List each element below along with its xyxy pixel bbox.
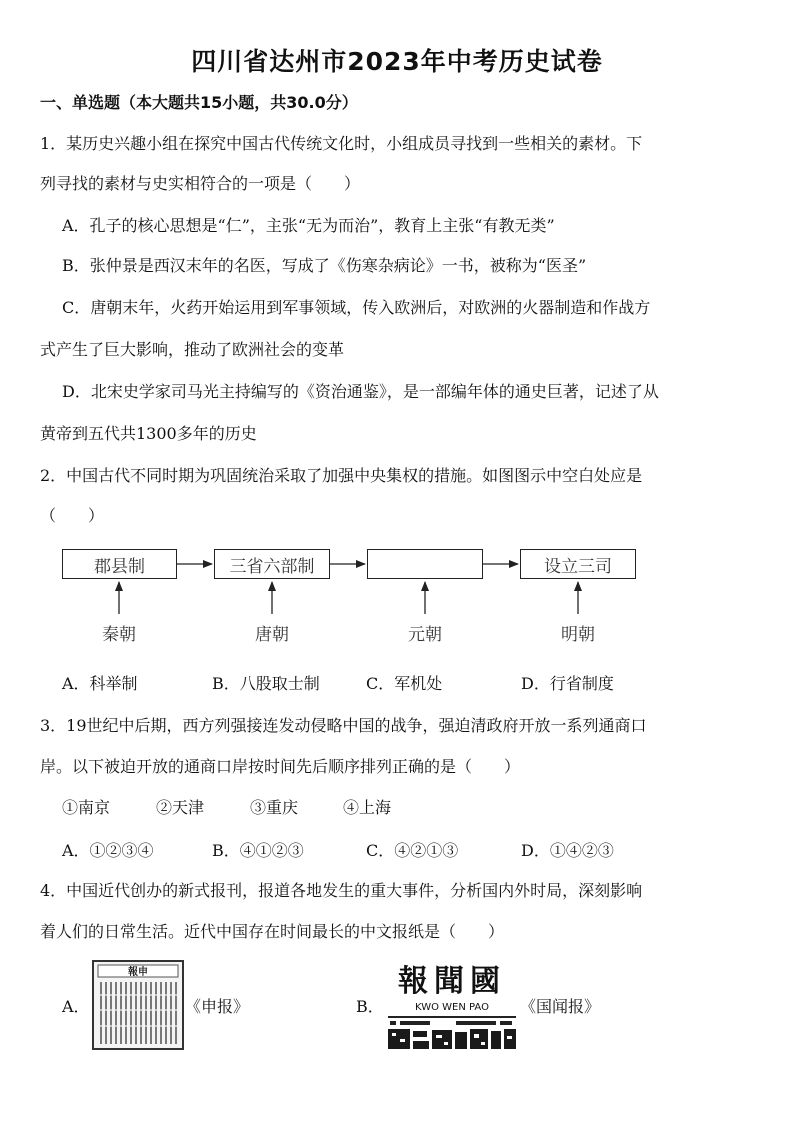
- q1-option-a: A．孔子的核心思想是“仁”，主张“无为而治”，教育上主张“有教无类”: [62, 216, 555, 235]
- era-label-tang: 唐朝: [255, 625, 289, 645]
- q3-item-2: ②天津: [156, 798, 205, 817]
- q4-option-b-letter: B．: [356, 997, 384, 1016]
- q4-option-a-caption: 《申报》: [185, 997, 250, 1016]
- q3-item-3: ③重庆: [250, 798, 299, 817]
- q4-stem-line1: 4．中国近代创办的新式报刊，报道各地发生的重大事件，分析国内外时局，深刻影响: [40, 881, 643, 900]
- q3-option-a: A．①②③④: [62, 841, 154, 860]
- q1-option-d-line1: D．北宋史学家司马光主持编写的《资治通鉴》，是一部编年体的通史巨著，记述了从: [62, 382, 659, 401]
- era-label-yuan: 元朝: [408, 625, 442, 645]
- diagram-box-ming: 设立三司: [520, 549, 636, 579]
- q3-stem-line1: 3．19世纪中后期，西方列强接连发动侵略中国的战争，强迫清政府开放一系列通商口: [40, 716, 647, 735]
- q2-option-a: A．科举制: [62, 674, 138, 693]
- q2-option-d: D．行省制度: [521, 674, 614, 693]
- q2-option-b: B．八股取士制: [212, 674, 320, 693]
- q2-option-c: C．军机处: [366, 674, 443, 693]
- q3-stem-line2: 岸。以下被迫开放的通商口岸按时间先后顺序排列正确的是（ ）: [40, 757, 521, 776]
- guowenbao-masthead: 報聞國: [398, 964, 506, 999]
- q4-option-b-caption: 《国闻报》: [520, 997, 601, 1016]
- exam-title: 四川省达州市2023年中考历史试卷: [191, 47, 603, 76]
- q1-option-c-line2: 式产生了巨大影响，推动了欧洲社会的变革: [40, 340, 345, 359]
- diagram-box-tang: 三省六部制: [214, 549, 330, 579]
- shenbao-masthead: 報申: [128, 967, 148, 978]
- era-label-qin: 秦朝: [102, 625, 136, 645]
- guowenbao-newspaper-image: [386, 958, 518, 1053]
- q2-stem-line1: 2．中国古代不同时期为巩固统治采取了加强中央集权的措施。如图图示中空白处应是: [40, 466, 643, 485]
- q1-stem-line1: 1．某历史兴趣小组在探究中国古代传统文化时，小组成员寻找到一些相关的素材。下: [40, 134, 643, 153]
- q3-option-b: B．④①②③: [212, 841, 304, 860]
- q1-option-b: B．张仲景是西汉末年的名医，写成了《伤寒杂病论》一书，被称为“医圣”: [62, 256, 587, 275]
- q3-option-d: D．①④②③: [521, 841, 614, 860]
- q3-item-4: ④上海: [343, 798, 392, 817]
- guowenbao-romanization: KWO WEN PAO: [415, 1002, 489, 1013]
- q4-option-a-letter: A．: [62, 997, 90, 1016]
- era-label-ming: 明朝: [561, 625, 595, 645]
- section-heading: 一、单选题（本大题共15小题，共30.0分）: [40, 93, 358, 112]
- q1-option-d-line2: 黄帝到五代共1300多年的历史: [40, 424, 257, 443]
- q4-stem-line2: 着人们的日常生活。近代中国存在时间最长的中文报纸是（ ）: [40, 922, 505, 941]
- q1-option-c-line1: C．唐朝末年，火药开始运用到军事领域，传入欧洲后，对欧洲的火器制造和作战方: [62, 298, 651, 317]
- diagram-box-qin: 郡县制: [62, 549, 177, 579]
- shenbao-newspaper-image: [92, 960, 184, 1050]
- q3-option-c: C．④②①③: [366, 841, 459, 860]
- q1-stem-line2: 列寻找的素材与史实相符合的一项是（ ）: [40, 174, 361, 193]
- q3-item-1: ①南京: [62, 798, 111, 817]
- q2-stem-line2: （ ）: [40, 506, 105, 525]
